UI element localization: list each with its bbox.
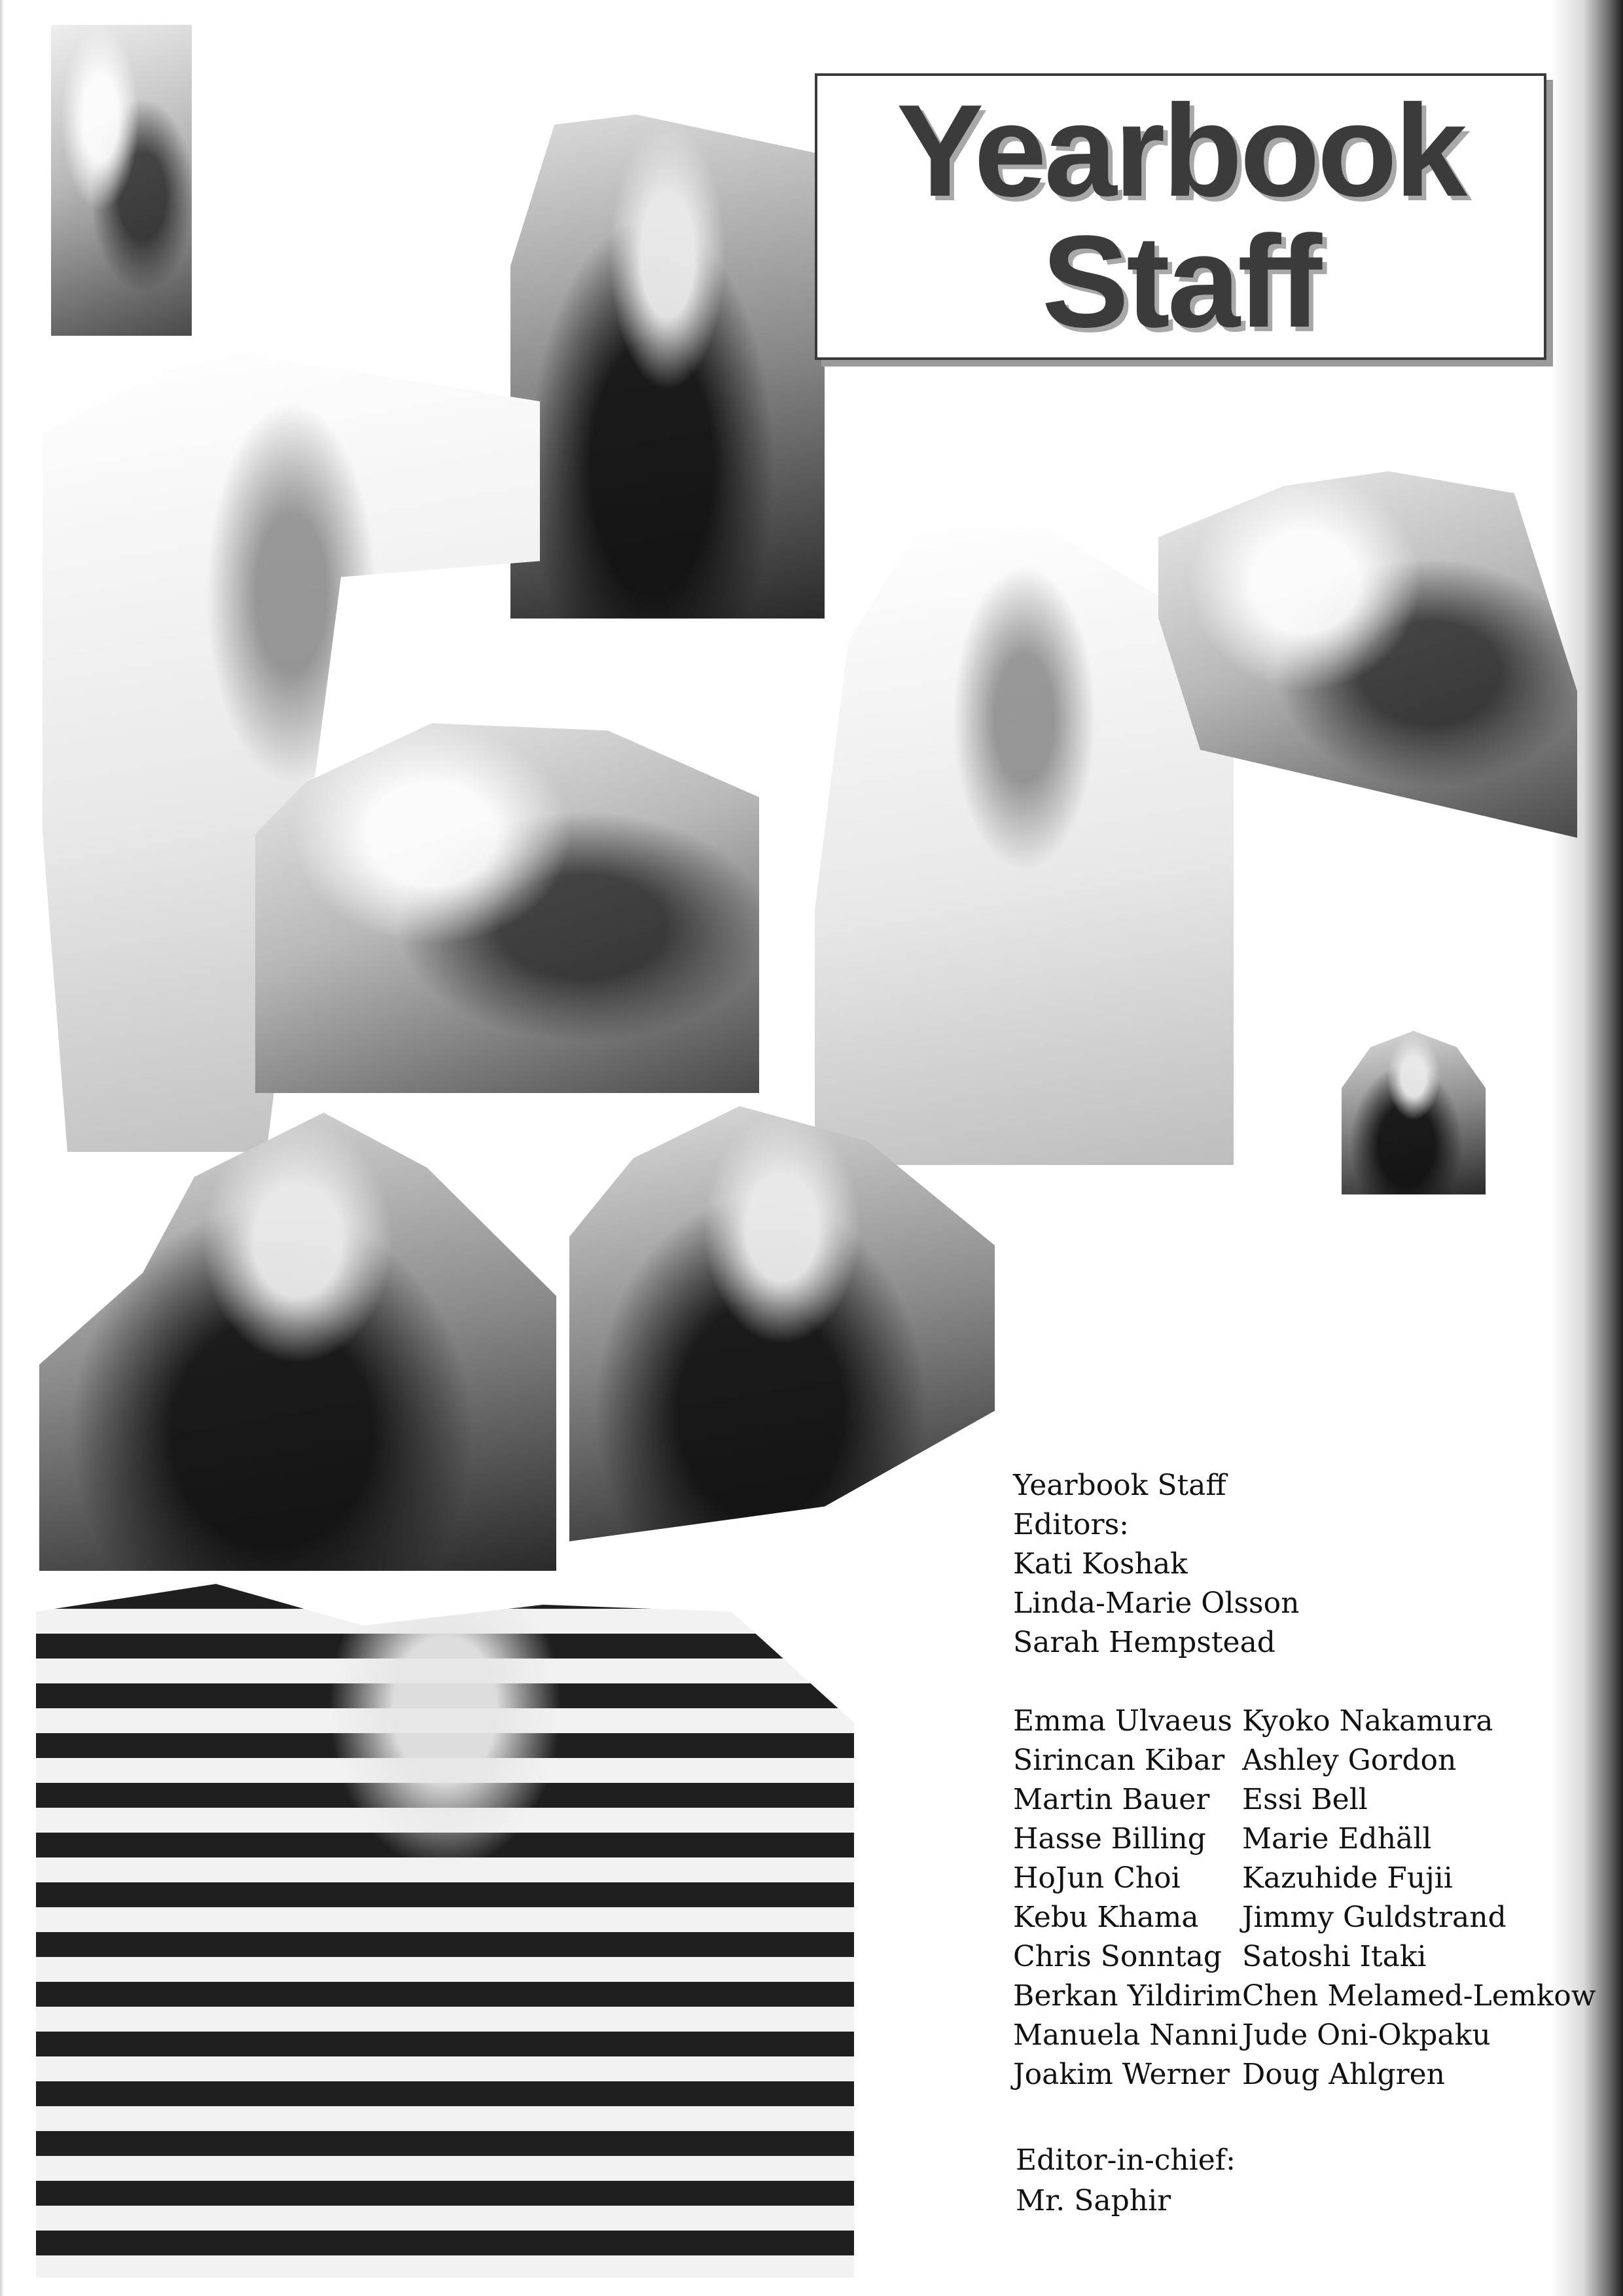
staff-name: Hasse Billing: [1013, 1822, 1206, 1856]
photo-two-students-table: [255, 723, 759, 1093]
photo-student-smiling: [510, 115, 825, 619]
staff-name: Berkan Yildirim: [1013, 1979, 1243, 2013]
staff-name: Kazuhide Fujii: [1242, 1861, 1453, 1895]
page-edge: [0, 0, 4, 2296]
editor-in-chief-label: Editor-in-chief:: [1016, 2144, 1236, 2177]
staff-name: Joakim Werner: [1013, 2058, 1230, 2091]
staff-name: Jude Oni-Okpaku: [1242, 2018, 1491, 2052]
title-line-2: Staff: [1041, 209, 1320, 355]
staff-name: HoJun Choi: [1013, 1861, 1181, 1895]
staff-name: Marie Edhäll: [1242, 1822, 1432, 1856]
staff-name: Chris Sonntag: [1013, 1940, 1222, 1973]
photo-student-at-desk: [51, 25, 192, 336]
title-line-1: Yearbook: [896, 78, 1465, 224]
staff-name: Chen Melamed-Lemkow: [1242, 1979, 1596, 2013]
staff-name: Ashley Gordon: [1242, 1744, 1457, 1777]
credits-block: [1013, 1466, 1299, 1662]
staff-name: Essi Bell: [1242, 1783, 1368, 1816]
staff-column-2: [1242, 1702, 1596, 2094]
staff-name: Satoshi Itaki: [1242, 1940, 1427, 1973]
staff-list: [1013, 1702, 1596, 2094]
staff-name: Manuela Nanni: [1013, 2018, 1238, 2052]
staff-name: Emma Ulvaeus: [1013, 1704, 1232, 1738]
staff-name: Sirincan Kibar: [1013, 1744, 1225, 1777]
staff-name: Kebu Khama: [1013, 1901, 1199, 1934]
editors-label: Editors:: [1013, 1508, 1129, 1541]
credits-heading: Yearbook Staff: [1013, 1469, 1226, 1502]
page-title: [815, 73, 1546, 360]
editor-name: Sarah Hempstead: [1013, 1626, 1275, 1659]
staff-name: Doug Ahlgren: [1242, 2058, 1446, 2091]
editor-name: Kati Koshak: [1013, 1547, 1188, 1581]
editor-in-chief-block: [1016, 2140, 1236, 2221]
staff-column-1: [1013, 1702, 1242, 2094]
photo-small-student: [1342, 1031, 1486, 1194]
editor-in-chief-name: Mr. Saphir: [1016, 2184, 1171, 2217]
editor-name: Linda-Marie Olsson: [1013, 1587, 1300, 1620]
photo-student-scissors: [569, 1106, 995, 1541]
photo-three-students-layout: [36, 1584, 854, 2278]
staff-name: Kyoko Nakamura: [1242, 1704, 1493, 1738]
photo-students-cutting: [39, 1113, 556, 1571]
staff-name: Jimmy Guldstrand: [1242, 1901, 1507, 1934]
staff-name: Martin Bauer: [1013, 1783, 1210, 1816]
